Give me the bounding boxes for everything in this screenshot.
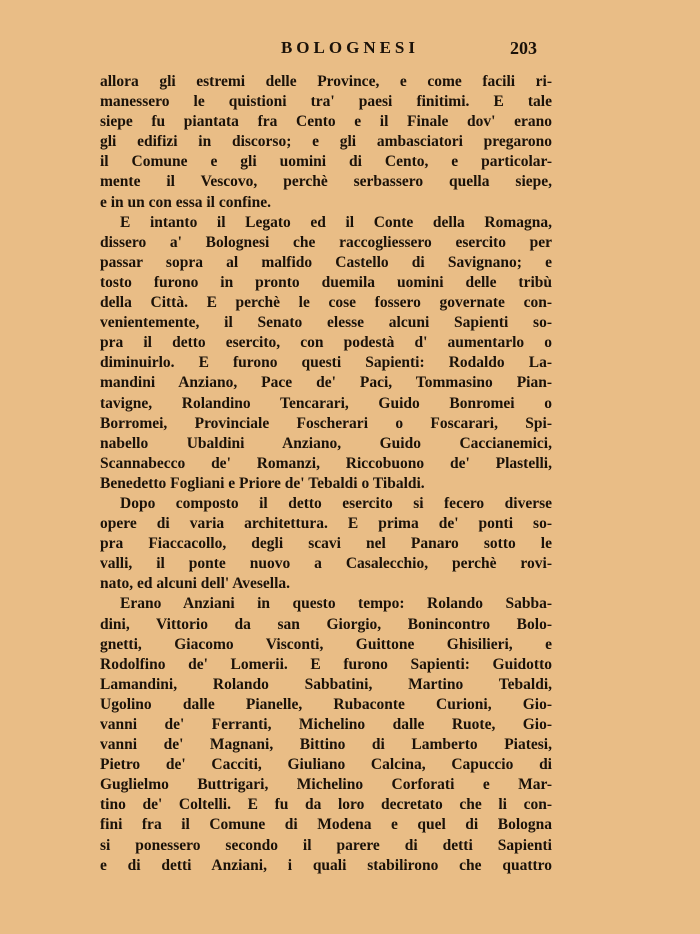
text-line: si ponessero secondo il parere di detti Sapienti: [100, 836, 552, 854]
page-number: 203: [510, 38, 537, 58]
text-line: valli, il ponte nuovo a Casalecchio, perchè rovi-: [100, 555, 552, 573]
text-line: fini fra il Comune di Modena e quel di Bologna: [100, 816, 552, 834]
text-line: siepe fu piantata fra Cento e il Finale dov' erano: [100, 113, 552, 131]
text-line: diminuirlo. E furono questi Sapienti: Rodaldo La-: [100, 354, 552, 372]
text-line: nabello Ubaldini Anziano, Guido Caccianemici,: [100, 434, 552, 452]
text-line: Scannabecco de' Romanzi, Riccobuono de' Plastelli,: [100, 454, 552, 472]
text-line: Lamandini, Rolando Sabbatini, Martino Tebaldi,: [100, 675, 552, 693]
text-line: vanni de' Magnani, Bittino di Lamberto Piatesi,: [100, 736, 552, 754]
text-line: Rodolfino de' Lomerii. E furono Sapienti: Guidotto: [100, 655, 552, 673]
text-line: tavigne, Rolandino Tencarari, Guido Bonromei o: [100, 394, 552, 412]
text-line: tino de' Coltelli. E fu da loro decretato che li con-: [100, 796, 552, 814]
text-line: venientemente, il Senato elesse alcuni Sapienti so-: [100, 314, 552, 332]
running-head: BOLOGNESI: [280, 38, 420, 57]
text-line: allora gli estremi delle Province, e come facili ri-: [100, 73, 552, 90]
text-line: tosto furono in pronto duemila uomini delle tribù: [100, 273, 552, 291]
text-line: nato, ed alcuni dell' Avesella.: [100, 575, 291, 593]
text-line: della Città. E perchè le cose fossero governate con-: [100, 294, 552, 312]
text-line: dissero a' Bolognesi che raccogliessero esercito per: [100, 233, 552, 251]
text-line: Ugolino dalle Pianelle, Rubaconte Curioni, Gio-: [100, 695, 552, 713]
text-line: dini, Vittorio da san Giorgio, Bonincontro Bolo-: [100, 615, 552, 633]
body-text: [100, 72, 552, 876]
text-line: il Comune e gli uomini di Cento, e particolar-: [100, 153, 552, 171]
text-line: opere di varia architettura. E prima de' ponti so-: [100, 515, 552, 533]
text-line: gnetti, Giacomo Visconti, Guittone Ghisilieri, e: [100, 635, 552, 653]
text-line: pra il detto esercito, con podestà d' aumentarlo o: [100, 334, 552, 352]
text-line: E intanto il Legato ed il Conte della Romagna,: [120, 213, 552, 231]
text-line: e di detti Anziani, i quali stabilirono che quattro: [100, 856, 552, 874]
text-line: Borromei, Provinciale Foscherari o Foscarari, Spi-: [100, 414, 552, 432]
text-line: e in un con essa il confine.: [100, 193, 271, 211]
text-line: Guglielmo Buttrigari, Michelino Corforati e Mar-: [100, 776, 552, 794]
text-line: passar sopra al malfido Castello di Savignano; e: [100, 253, 552, 271]
text-line: mandini Anziano, Pace de' Paci, Tommasino Pian-: [100, 374, 552, 392]
text-line: vanni de' Ferranti, Michelino dalle Ruote, Gio-: [100, 716, 552, 733]
text-line: pra Fiaccacollo, degli scavi nel Panaro sotto le: [100, 535, 552, 553]
text-line: Pietro de' Cacciti, Giuliano Calcina, Capuccio di: [100, 756, 552, 774]
text-line: gli edifizi in discorso; e gli ambasciatori pregarono: [100, 133, 552, 151]
text-line: mente il Vescovo, perchè serbassero quella siepe,: [100, 173, 552, 191]
text-line: Erano Anziani in questo tempo: Rolando Sabba-: [120, 595, 552, 613]
text-line: Benedetto Fogliani e Priore de' Tebaldi o Tibaldi.: [100, 474, 425, 492]
text-line: Dopo composto il detto esercito si fecero diverse: [120, 494, 552, 512]
text-line: manessero le quistioni tra' paesi finitimi. E tale: [100, 93, 552, 111]
